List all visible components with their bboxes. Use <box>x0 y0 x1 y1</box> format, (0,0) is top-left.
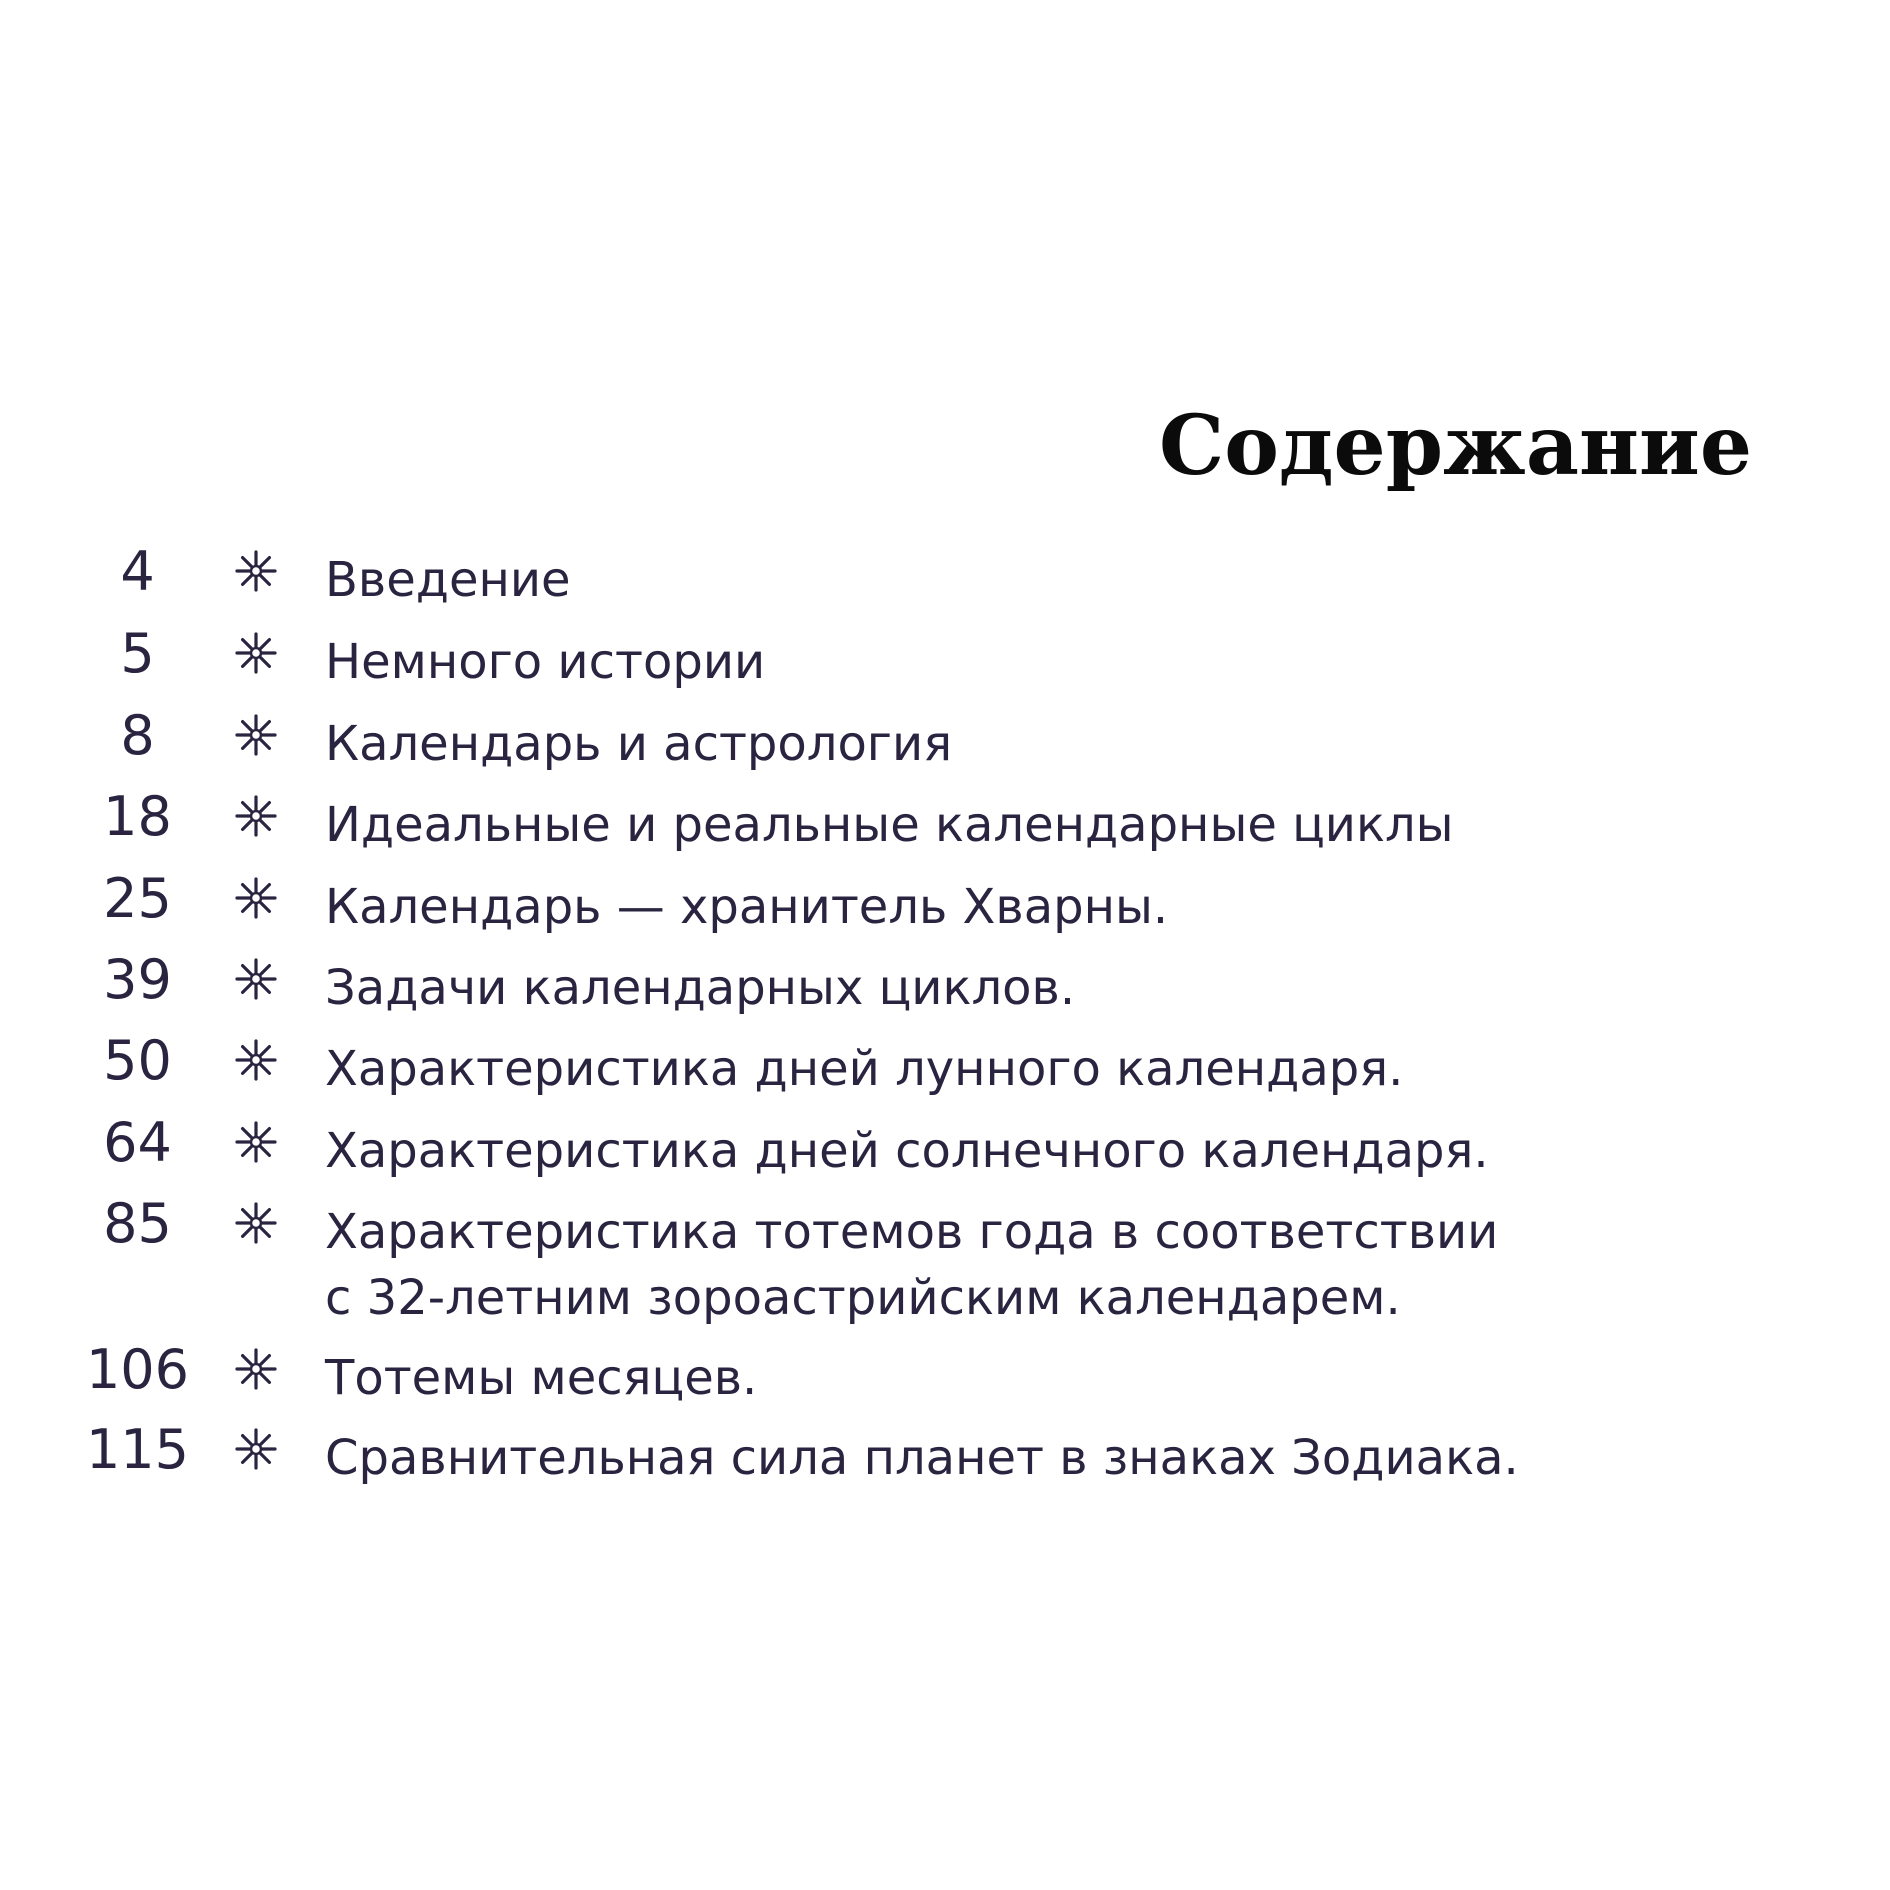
toc-title-text: Введение <box>325 552 571 608</box>
asterisk-flower-icon <box>234 957 278 1001</box>
toc-page-number: 39 <box>103 948 172 1011</box>
toc-entry <box>0 704 1890 799</box>
asterisk-flower-icon <box>234 1347 278 1391</box>
asterisk-flower-icon <box>234 631 278 675</box>
toc-title-text: Сравнительная сила планет в знаках Зодиака. <box>325 1430 1519 1486</box>
toc-title-text: Характеристика дней лунного календаря. <box>325 1041 1404 1097</box>
toc-page-number: 115 <box>85 1418 190 1481</box>
asterisk-flower-icon <box>234 1427 278 1471</box>
page-title: Содержание <box>1158 398 1752 494</box>
toc-page-number: 8 <box>120 704 155 767</box>
asterisk-flower-icon <box>234 794 278 838</box>
toc-entry <box>0 948 1890 1043</box>
toc-entry <box>0 1029 1890 1124</box>
toc-page-number: 25 <box>103 867 172 930</box>
asterisk-flower-icon <box>234 713 278 757</box>
toc-page-number: 5 <box>120 622 155 685</box>
asterisk-flower-icon <box>234 1038 278 1082</box>
toc-entry <box>0 1111 1890 1206</box>
toc-page-number: 18 <box>103 785 172 848</box>
toc-page-number: 50 <box>103 1029 172 1092</box>
toc-title-text: Немного истории <box>325 634 766 690</box>
asterisk-flower-icon <box>234 1120 278 1164</box>
toc-entry <box>0 1192 1890 1337</box>
asterisk-flower-icon <box>234 876 278 920</box>
asterisk-flower-icon <box>234 549 278 593</box>
toc-title-text: Идеальные и реальные календарные циклы <box>325 797 1454 853</box>
toc-entry <box>0 540 1890 635</box>
toc-page-number: 4 <box>120 540 155 603</box>
toc-page-number: 64 <box>103 1111 172 1174</box>
toc-title-text: Задачи календарных циклов. <box>325 960 1076 1016</box>
toc-page-number: 85 <box>103 1192 172 1255</box>
toc-entry <box>0 785 1890 880</box>
asterisk-flower-icon <box>234 1201 278 1245</box>
toc-entry <box>0 1418 1890 1513</box>
toc-title-text: Характеристика тотемов года в соответствии с 32-летним зороастрийским календарем. <box>325 1204 1499 1326</box>
toc-title-text: Характеристика дней солнечного календаря. <box>325 1123 1489 1179</box>
toc-entry <box>0 1338 1890 1433</box>
toc-title-text: Календарь — хранитель Хварны. <box>325 879 1169 935</box>
toc-page-number: 106 <box>85 1338 190 1401</box>
toc-title-text: Календарь и астрология <box>325 716 953 772</box>
toc-title-text: Тотемы месяцев. <box>325 1350 758 1406</box>
toc-entry <box>0 622 1890 717</box>
toc-entry <box>0 867 1890 962</box>
